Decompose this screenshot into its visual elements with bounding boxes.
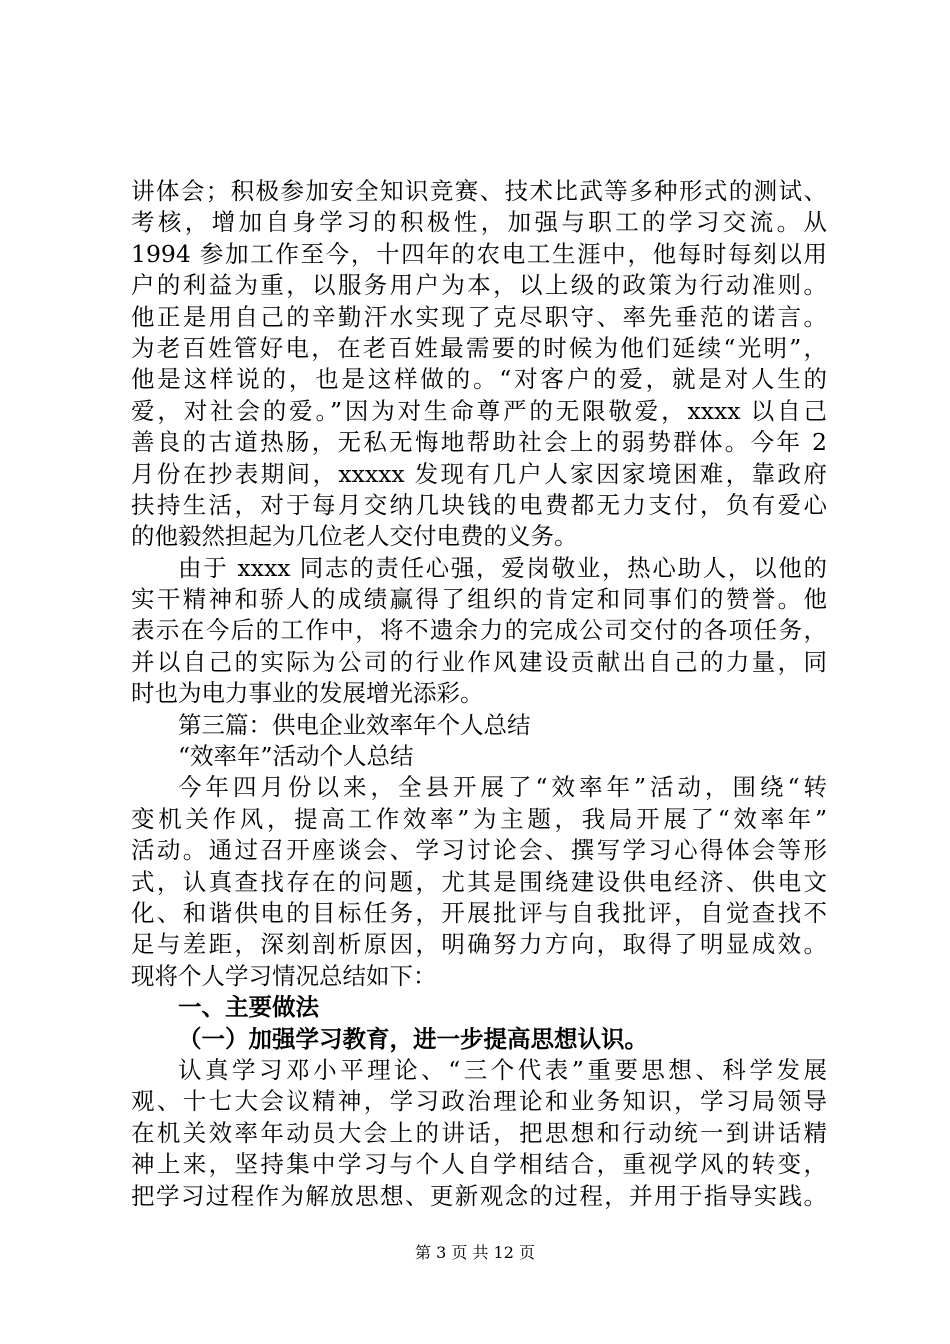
text-line: 善良的古道热肠，无私无悔地帮助社会上的弱势群体。今年 2 (131, 428, 827, 457)
text-line: 表示在今后的工作中，将不遗余力的完成公司交付的各项任务， (131, 616, 827, 645)
text-line: 神上来，坚持集中学习与个人自学相结合，重视学风的转变， (131, 1150, 827, 1179)
text-line: 活动。通过召开座谈会、学习讨论会、撰写学习心得体会等形 (131, 836, 827, 865)
text-line: 并以自己的实际为公司的行业作风建设贡献出自己的力量，同 (131, 647, 827, 676)
text-line: 式，认真查找存在的问题，尤其是围绕建设供电经济、供电文 (131, 867, 827, 896)
text-line: 变机关作风，提高工作效率”为主题，我局开展了“效率年” (131, 804, 827, 833)
text-line: 化、和谐供电的目标任务，开展批评与自我批评，自觉查找不 (131, 898, 827, 927)
text-line: 户的利益为重，以服务用户为本，以上级的政策为行动准则。 (131, 271, 827, 300)
text-line: 第三篇：供电企业效率年个人总结 (178, 710, 531, 739)
text-line: 观、十七大会议精神，学习政治理论和业务知识，学习局领导 (131, 1087, 827, 1116)
text-line: 把学习过程作为解放思想、更新观念的过程，并用于指导实践。 (131, 1181, 827, 1210)
text-line: 他正是用自己的辛勤汗水实现了克尽职守、率先垂范的诺言。 (131, 302, 827, 331)
text-line: 时也为电力事业的发展增光添彩。 (131, 679, 484, 708)
text-line: 考核，增加自身学习的积极性，加强与职工的学习交流。从 (131, 208, 827, 237)
text-line: 由于 xxxx 同志的责任心强，爱岗敬业，热心助人，以他的 (178, 553, 827, 582)
text-line: 月份在抄表期间，xxxxx 发现有几户人家因家境困难，靠政府 (131, 459, 827, 488)
text-line: 扶持生活，对于每月交纳几块钱的电费都无力支付，负有爱心 (131, 490, 827, 519)
section-heading: （一）加强学习教育，进一步提高思想认识。 (178, 1024, 648, 1053)
text-line: 认真学习邓小平理论、“三个代表”重要思想、科学发展 (178, 1055, 827, 1084)
text-line: 足与差距，深刻剖析原因，明确努力方向，取得了明显成效。 (131, 930, 827, 959)
text-line: “效率年”活动个人总结 (178, 742, 414, 771)
page-footer: 第 3 页 共 12 页 (415, 1243, 535, 1262)
text-line: 为老百姓管好电，在老百姓最需要的时候为他们延续“光明”， (131, 333, 827, 362)
text-line: 爱，对社会的爱。”因为对生命尊严的无限敬爱，xxxx 以自己 (131, 396, 827, 425)
document-body (131, 176, 827, 1212)
text-line: 现将个人学习情况总结如下： (131, 961, 437, 990)
text-line: 今年四月份以来，全县开展了“效率年”活动，围绕“转 (178, 773, 827, 802)
text-line: 1994 参加工作至今，十四年的农电工生涯中，他每时每刻以用 (131, 239, 827, 268)
text-line: 在机关效率年动员大会上的讲话，把思想和行动统一到讲话精 (131, 1118, 827, 1147)
text-line: 讲体会；积极参加安全知识竞赛、技术比武等多种形式的测试、 (131, 177, 827, 205)
section-heading: 一、主要做法 (178, 993, 319, 1022)
text-line: 他是这样说的，也是这样做的。“对客户的爱，就是对人生的 (131, 365, 827, 394)
text-line: 的他毅然担起为几位老人交付电费的义务。 (131, 522, 578, 551)
text-line: 实干精神和骄人的成绩赢得了组织的肯定和同事们的赞誉。他 (131, 585, 827, 614)
